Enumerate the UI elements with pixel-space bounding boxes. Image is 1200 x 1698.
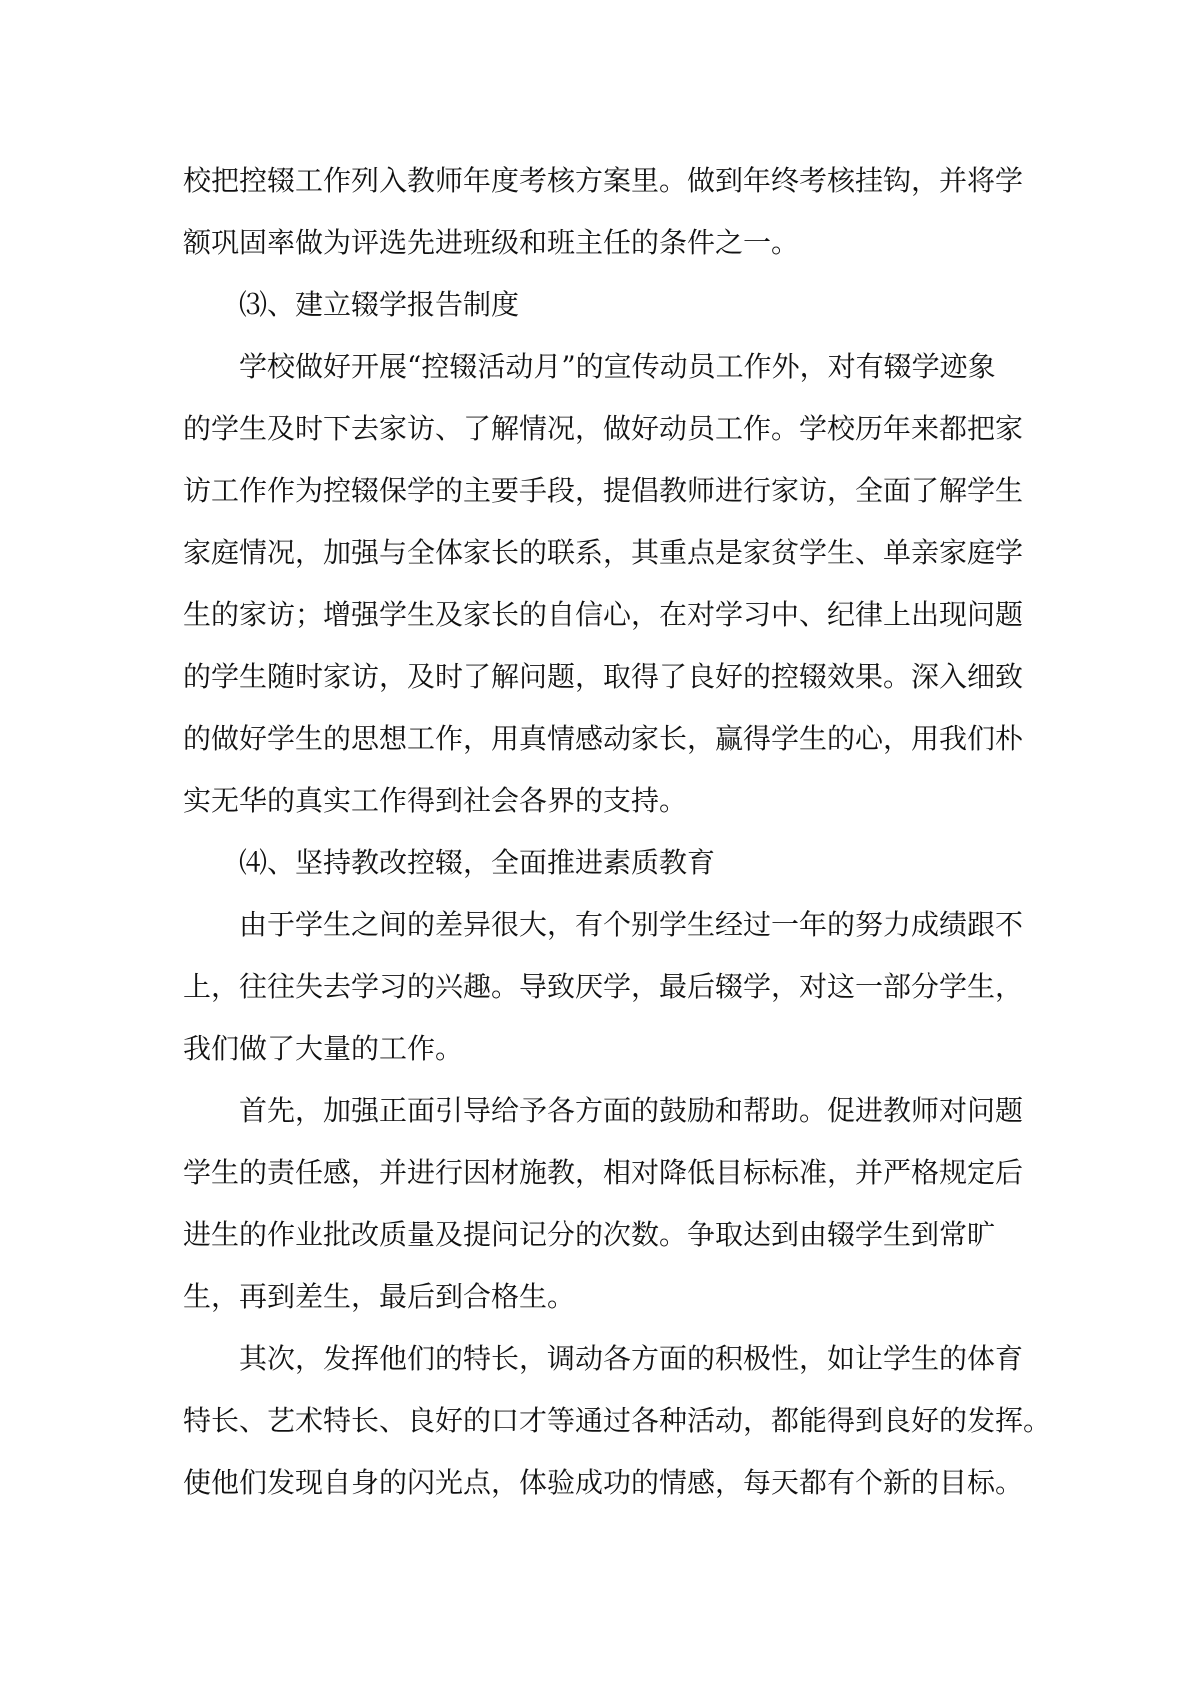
- text-line: 的学生随时家访，及时了解问题，取得了良好的控辍效果。深入细致: [183, 660, 1024, 693]
- text-line: 进生的作业批改质量及提问记分的次数。争取达到由辍学生到常旷: [183, 1218, 996, 1251]
- text-line: 生的家访；增强学生及家长的自信心，在对学习中、纪律上出现问题: [183, 598, 1024, 631]
- text-line: 访工作作为控辍保学的主要手段，提倡教师进行家访，全面了解学生: [183, 474, 1024, 507]
- paragraph-first-line: 首先，加强正面引导给予各方面的鼓励和帮助。促进教师对问题: [239, 1094, 1024, 1127]
- section-heading: ⑷、坚持教改控辍，全面推进素质教育: [239, 846, 716, 879]
- document-body: [183, 150, 1052, 1514]
- text-line: 特长、艺术特长、良好的口才等通过各种活动，都能得到良好的发挥。: [183, 1404, 1052, 1437]
- text-line: 校把控辍工作列入教师年度考核方案里。做到年终考核挂钩，并将学: [183, 164, 1024, 197]
- text-line: 额巩固率做为评选先进班级和班主任的条件之一。: [183, 226, 800, 259]
- section-heading: ⑶、建立辍学报告制度: [239, 288, 520, 321]
- text-line: 使他们发现自身的闪光点，体验成功的情感，每天都有个新的目标。: [183, 1466, 1024, 1499]
- text-line: 学生的责任感，并进行因材施教，相对降低目标标准，并严格规定后: [183, 1156, 1024, 1189]
- text-line: 实无华的真实工作得到社会各界的支持。: [183, 784, 688, 817]
- paragraph-first-line: 其次，发挥他们的特长，调动各方面的积极性，如让学生的体育: [239, 1342, 1024, 1375]
- paragraph-first-line: 学校做好开展“控辍活动月”的宣传动员工作外，对有辍学迹象: [239, 350, 996, 383]
- text-line: 生，再到差生，最后到合格生。: [183, 1280, 576, 1313]
- text-line: 上，往往失去学习的兴趣。导致厌学，最后辍学，对这一部分学生，: [183, 970, 1024, 1003]
- text-line: 的做好学生的思想工作，用真情感动家长，赢得学生的心，用我们朴: [183, 722, 1024, 755]
- text-line: 的学生及时下去家访、了解情况，做好动员工作。学校历年来都把家: [183, 412, 1024, 445]
- paragraph-first-line: 由于学生之间的差异很大，有个别学生经过一年的努力成绩跟不: [239, 908, 1024, 941]
- text-line: 我们做了大量的工作。: [183, 1032, 464, 1065]
- text-line: 家庭情况，加强与全体家长的联系，其重点是家贫学生、单亲家庭学: [183, 536, 1024, 569]
